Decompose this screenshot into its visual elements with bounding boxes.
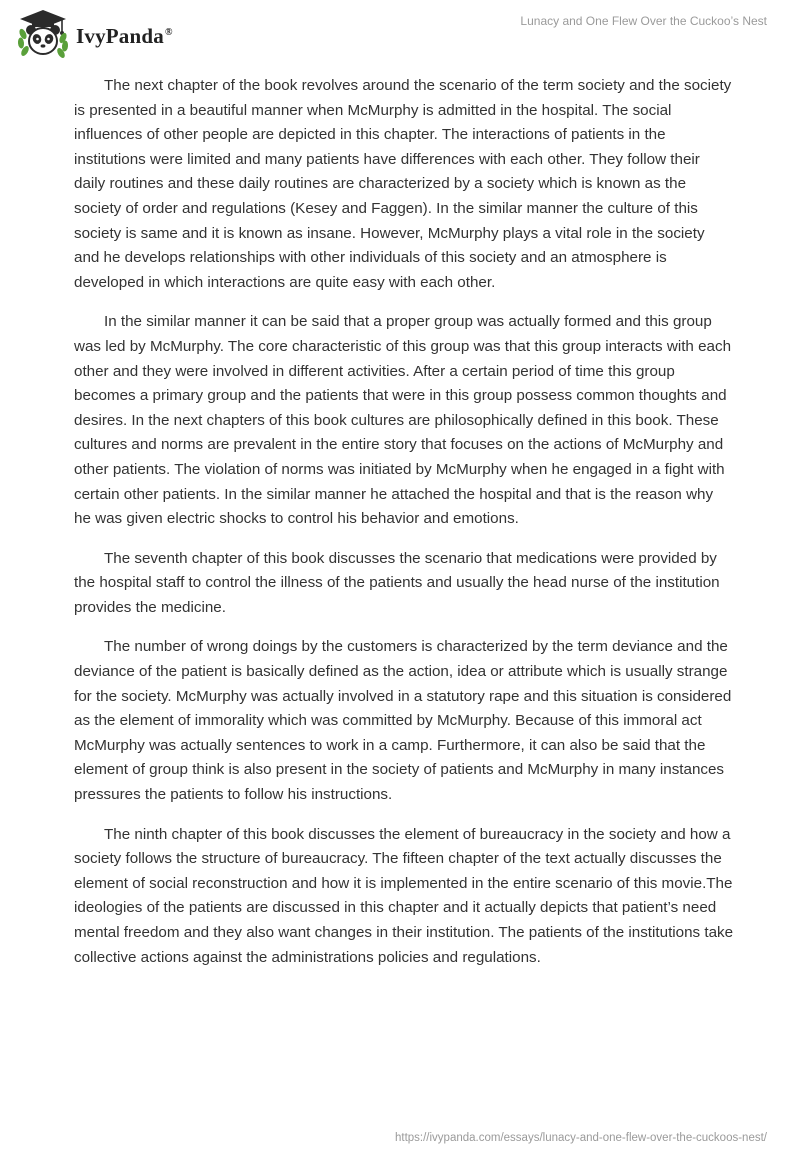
ivypanda-logo[interactable] bbox=[14, 8, 173, 58]
document-title: Lunacy and One Flew Over the Cuckoo’s Nest bbox=[520, 14, 767, 28]
essay-body bbox=[74, 74, 734, 985]
source-url[interactable]: https://ivypanda.com/essays/lunacy-and-one-flew-over-the-cuckoos-nest/ bbox=[394, 1132, 767, 1144]
page-header bbox=[0, 0, 800, 60]
paragraph: In the similar manner it can be said that a proper group was actually formed and this group was led by McMurphy. The core characteristic of this group was that this group interacts with each other and they were involved in different activities. After a certain period of time this group becomes a primary group and the patients that were in this group possess common thoughts and desires. In the next chapters of this book cultures are philosophically defined in this book. These cultures and norms are prevalent in the entire story that focuses on the actions of McMurphy and other patients. The violation of norms was initiated by McMurphy when he engaged in a fight with certain other patients. In the similar manner he attached the hospital and that is the reason why he was given electric shocks to control his behavior and emotions. bbox=[74, 313, 732, 528]
paragraph: The number of wrong doings by the customers is characterized by the term deviance and the deviance of the patient is basically defined as the action, idea or attribute which is usually strange for the society. McMurphy was actually involved in a statutory rape and this situation is considered as the element of immorality which was committed by McMurphy. Because of this immoral act McMurphy was actually sentences to work in a camp. Furthermore, it can also be said that the element of group think is also present in the society of patients and McMurphy in many instances pressures the patients to follow his instructions. bbox=[74, 638, 732, 804]
paragraph: The seventh chapter of this book discusses the scenario that medications were provided by the hospital staff to control the illness of the patients and usually the head nurse of the institution provides the medicine. bbox=[74, 549, 720, 616]
registered-mark: ® bbox=[164, 26, 173, 38]
paragraph: The ninth chapter of this book discusses the element of bureaucracy in the society and how a society follows the structure of bureaucracy. The fifteen chapter of the text actually discusses the element of social reconstruction and how it is implemented in the entire scenario of this movie.The ideologies of the patients are discussed in this chapter and it actually depicts that patient’s need mental freedom and they also want changes in their institution. The patients of the institutions take collective actions against the administrations policies and regulations. bbox=[74, 825, 734, 966]
panda-graduate-icon bbox=[14, 8, 72, 58]
paragraph: The next chapter of the book revolves around the scenario of the term society and the society is presented in a beautiful manner when McMurphy is admitted in the hospital. The social influences of other people are depicted in this chapter. The interactions of patients in the institutions were limited and many patients have differences with each other. They follow their daily routines and these daily routines are characterized by a society which is known as the society of order and regulations (Kesey and Faggen). In the similar manner the culture of this society is same and it is known as insane. However, McMurphy plays a vital role in the society and he develops relationships with other individuals of this society and an atmosphere is developed in which interactions are quite easy with each other. bbox=[74, 77, 732, 291]
brand-name bbox=[76, 24, 173, 49]
brand-name-text: IvyPanda bbox=[76, 23, 164, 48]
